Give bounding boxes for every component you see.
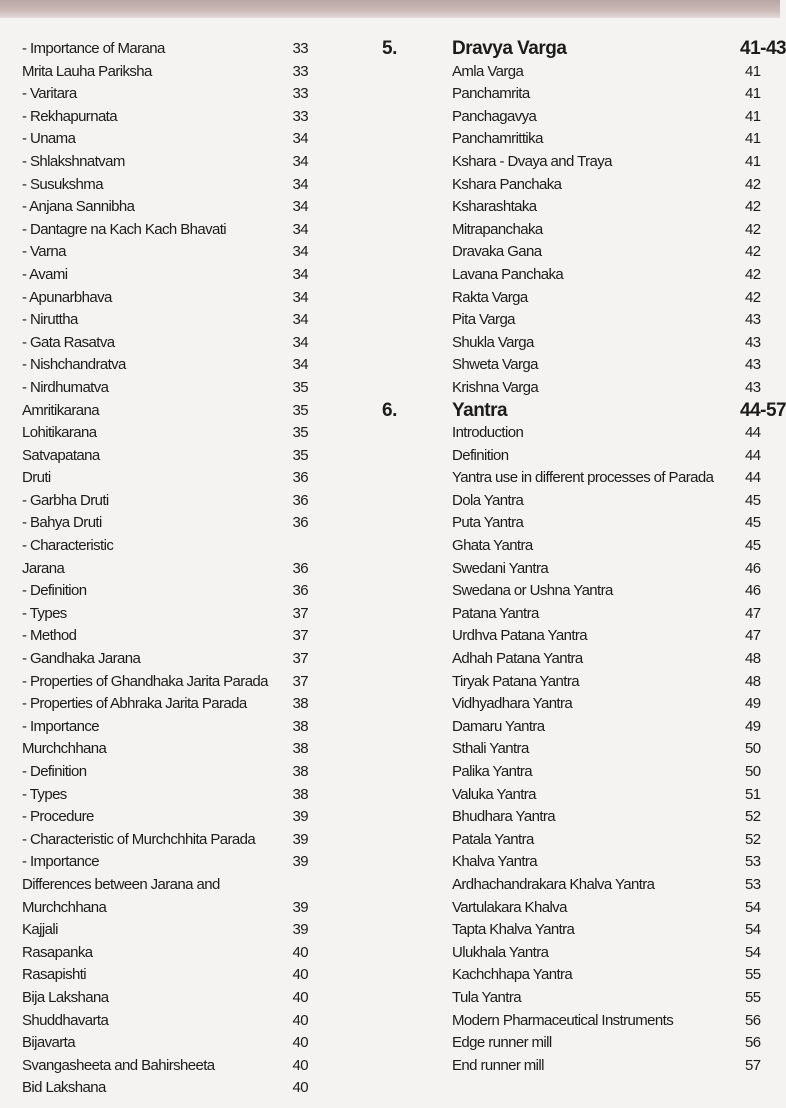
entry-title: Vartulakara Khalva [452,898,567,916]
entry-page: 41 [745,62,761,80]
toc-entry [378,512,768,535]
entry-page: 47 [745,627,761,645]
entry-title: Tapta Khalva Yantra [452,921,575,939]
entry-title: - Varitara [22,85,77,103]
entry-title: Tula Yantra [452,988,522,1006]
toc-entry [378,784,768,807]
entry-title: - Nishchandratva [22,356,126,374]
entry-page: 43 [745,311,761,329]
toc-entry [22,919,312,942]
section-heading [378,399,786,423]
toc-entry [22,287,312,310]
toc-entry [378,1010,768,1033]
entry-page: 51 [745,785,761,803]
toc-entry [22,851,312,874]
entry-page: 38 [292,763,308,780]
toc-entry [22,535,312,558]
toc-entry [378,490,768,513]
entry-title: - Garbha Druti [22,491,109,509]
toc-entry [22,83,312,106]
entry-page: 40 [292,1079,308,1097]
entry-page: 34 [292,175,308,193]
entry-title: - Characteristic [22,537,114,555]
entry-page: 41 [745,152,761,170]
entry-page: 44-57 [740,399,786,421]
entry-title: Amla Varga [452,62,524,80]
entry-page: 39 [292,830,308,848]
entry-title: - Importance [22,853,99,871]
entry-title: Dravya Varga [452,38,567,59]
entry-page: 42 [745,288,761,306]
toc-entry [22,738,312,761]
entry-title: Dola Yantra [452,491,524,509]
toc-entry [378,309,768,332]
entry-page: 53 [745,875,761,893]
toc-entry [22,38,312,61]
entry-title: Murchchhana [22,898,107,916]
toc-entry [22,874,312,897]
toc-entry [378,377,768,400]
entry-page: 39 [292,808,308,826]
entry-title: - Types [22,604,67,622]
entry-page: 37 [292,672,308,690]
entry-page: 37 [292,604,308,622]
toc-entry [378,716,768,739]
entry-page: 50 [745,740,761,758]
entry-page: 36 [292,469,308,487]
entry-page: 42 [745,175,761,193]
toc-entry [378,964,768,987]
entry-page: 56 [745,1034,761,1052]
entry-page: 34 [292,333,308,351]
entry-title: Ulukhala Yantra [452,943,549,961]
entry-title: Bija Lakshana [22,988,109,1006]
toc-entry [378,445,768,468]
entry-title: Lavana Panchaka [452,265,564,283]
entry-title: - Definition [22,582,87,600]
entry-title: - Procedure [22,808,94,826]
entry-title: Murchchhana [22,740,107,758]
entry-title: Ksharashtaka [452,198,537,216]
entry-page: 36 [292,582,308,600]
entry-page: 52 [745,808,761,826]
toc-entry [378,219,768,242]
entry-title: - Method [22,627,77,645]
toc-entry [22,61,312,84]
entry-page: 40 [292,1011,308,1029]
entry-title: Palika Yantra [452,763,533,780]
toc-entry [378,851,768,874]
entry-page: 57 [745,1056,761,1074]
toc-entry [378,919,768,942]
toc-entry [378,287,768,310]
toc-entry [22,174,312,197]
entry-page: 34 [292,198,308,216]
entry-title: Kachchhapa Yantra [452,966,573,984]
entry-title: Kajjali [22,921,58,939]
entry-page: 34 [292,311,308,329]
toc-entry [22,128,312,151]
entry-page: 35 [292,378,308,396]
entry-page: 42 [745,243,761,261]
entry-page: 48 [745,672,761,690]
entry-title: Yantra use in different processes of Parada [452,469,714,487]
toc-entry [22,264,312,287]
entry-page: 41 [745,130,761,148]
toc-entry [22,558,312,581]
toc-entry [22,716,312,739]
toc-entry [378,987,768,1010]
toc-entry [22,490,312,513]
entry-title: Modern Pharmaceutical Instruments [452,1011,674,1029]
entry-title: Pita Varga [452,311,515,329]
entry-title: Puta Yantra [452,514,524,532]
toc-entry [378,1055,768,1078]
entry-title: - Properties of Abhraka Jarita Parada [22,695,247,713]
entry-title: Patana Yantra [452,604,539,622]
entry-title: Rakta Varga [452,288,528,306]
toc-entry [22,987,312,1010]
entry-title: - Varna [22,243,66,261]
entry-title: Lohitikarana [22,424,97,442]
toc-entry [378,467,768,490]
entry-title: Rasapanka [22,943,93,961]
entry-page: 40 [292,1034,308,1052]
entry-title: Panchamrita [452,85,530,103]
entry-page: 54 [745,898,761,916]
entry-page: 50 [745,763,761,780]
entry-page: 34 [292,130,308,148]
toc-entry [22,625,312,648]
entry-page: 34 [292,288,308,306]
entry-page: 54 [745,921,761,939]
toc-entry [378,83,768,106]
entry-title: Sthali Yantra [452,740,529,758]
entry-title: - Apunarbhava [22,288,112,306]
toc-entry [378,332,768,355]
entry-page: 45 [745,491,761,509]
toc-entry [22,897,312,920]
entry-page: 35 [292,446,308,464]
entry-title: - Characteristic of Murchchhita Parada [22,830,256,848]
entry-page: 42 [745,220,761,238]
entry-page: 36 [292,491,308,509]
entry-page: 47 [745,604,761,622]
toc-entry [22,309,312,332]
entry-page: 35 [292,401,308,419]
entry-title: - Gata Rasatva [22,333,115,351]
toc-entry [378,128,768,151]
toc-entry [378,422,768,445]
toc-entry [378,625,768,648]
entry-page: 33 [292,107,308,125]
toc-entry [22,806,312,829]
entry-page: 46 [745,582,761,600]
entry-page: 44 [745,469,761,487]
toc-entry [378,354,768,377]
entry-page: 44 [745,446,761,464]
entry-title: Vidhyadhara Yantra [452,695,573,713]
toc-entry [22,422,312,445]
entry-page: 40 [292,988,308,1006]
toc-entry [22,377,312,400]
entry-title: Panchagavya [452,107,537,125]
entry-page: 40 [292,966,308,984]
entry-page: 33 [292,85,308,103]
entry-page: 38 [292,695,308,713]
entry-page: 40 [292,943,308,961]
toc-entry [378,806,768,829]
entry-page: 37 [292,650,308,668]
toc-entry [378,897,768,920]
toc-entry [22,332,312,355]
entry-title: Mrita Lauha Pariksha [22,62,152,80]
entry-title: Yantra [452,399,508,421]
entry-title: Shuddhavarta [22,1011,109,1029]
entry-title: Definition [452,446,509,464]
entry-page: 41 [745,85,761,103]
entry-page: 48 [745,650,761,668]
toc-entry [378,174,768,197]
entry-title: Urdhva Patana Yantra [452,627,588,645]
toc-entry [22,1055,312,1078]
entry-page: 33 [292,62,308,80]
entry-title: Khalva Yantra [452,853,538,871]
entry-title: - Properties of Ghandhaka Jarita Parada [22,672,268,690]
entry-page: 41 [745,107,761,125]
entry-title: Swedana or Ushna Yantra [452,582,613,600]
entry-page: 52 [745,830,761,848]
toc-entry [378,196,768,219]
toc-entry [22,671,312,694]
entry-title: - Avami [22,265,68,283]
entry-title: Dravaka Gana [452,243,542,261]
entry-page: 42 [745,265,761,283]
toc-entry [378,241,768,264]
toc-right-column [378,38,786,1077]
entry-page: 53 [745,853,761,871]
toc-entry [378,1032,768,1055]
toc-entry [22,1010,312,1033]
entry-title: Ghata Yantra [452,537,533,555]
entry-title: - Importance [22,717,99,735]
entry-title: - Rekhapurnata [22,107,117,125]
toc-entry [22,603,312,626]
toc-entry [22,354,312,377]
entry-title: Druti [22,469,51,487]
toc-entry [22,1077,312,1100]
toc-entry [378,264,768,287]
entry-page: 34 [292,356,308,374]
entry-page: 46 [745,559,761,577]
entry-page: 44 [745,424,761,442]
toc-entry [378,580,768,603]
entry-page: 41-43 [740,38,786,59]
entry-page: 55 [745,988,761,1006]
entry-page: 49 [745,717,761,735]
entry-title: Patala Yantra [452,830,534,848]
entry-page: 43 [745,333,761,351]
entry-page: 43 [745,356,761,374]
entry-page: 37 [292,627,308,645]
entry-page: 38 [292,717,308,735]
entry-page: 35 [292,424,308,442]
toc-entry [22,512,312,535]
page-top-band [0,0,780,18]
entry-page: 56 [745,1011,761,1029]
entry-title: Shukla Varga [452,333,534,351]
entry-page: 42 [745,198,761,216]
entry-title: Adhah Patana Yantra [452,650,583,668]
entry-page: 33 [292,40,308,57]
entry-title: - Bahya Druti [22,514,102,532]
entry-title: Bid Lakshana [22,1079,106,1097]
toc-entry [22,580,312,603]
entry-title: Kshara - Dvaya and Traya [452,152,612,170]
entry-page: 34 [292,220,308,238]
entry-title: - Unama [22,130,76,148]
entry-title: - Dantagre na Kach Kach Bhavati [22,220,227,238]
entry-title: - Importance of Marana [22,40,165,57]
toc-entry [22,648,312,671]
entry-page: 45 [745,537,761,555]
entry-page: 36 [292,559,308,577]
entry-title: Rasapishti [22,966,87,984]
entry-title: Damaru Yantra [452,717,545,735]
toc-entry [378,535,768,558]
toc-entry [378,61,768,84]
toc-entry [378,603,768,626]
entry-title: - Niruttha [22,311,78,329]
entry-title: Bijavarta [22,1034,75,1052]
entry-title: Satvapatana [22,446,100,464]
entry-title: Bhudhara Yantra [452,808,556,826]
entry-title: Introduction [452,424,524,442]
entry-page: 34 [292,152,308,170]
toc-entry [22,1032,312,1055]
toc-entry [378,648,768,671]
entry-title: Tiryak Patana Yantra [452,672,579,690]
toc-entry [22,467,312,490]
entry-title: Kshara Panchaka [452,175,562,193]
entry-title: - Anjana Sannibha [22,198,135,216]
entry-title: Krishna Varga [452,378,539,396]
entry-page: 38 [292,740,308,758]
entry-page: 54 [745,943,761,961]
entry-title: Panchamrittika [452,130,543,148]
entry-page: 39 [292,853,308,871]
entry-title: - Types [22,785,67,803]
entry-title: Mitrapanchaka [452,220,543,238]
entry-page: 34 [292,243,308,261]
entry-page: 49 [745,695,761,713]
toc-entry [378,942,768,965]
entry-title: Valuka Yantra [452,785,536,803]
toc-entry [378,106,768,129]
toc-entry [378,693,768,716]
entry-title: End runner mill [452,1056,544,1074]
toc-entry [22,693,312,716]
toc-entry [22,241,312,264]
entry-title: Ardhachandrakara Khalva Yantra [452,875,655,893]
toc-entry [378,761,768,784]
entry-page: 34 [292,265,308,283]
section-number: 6. [382,399,397,421]
entry-page: 55 [745,966,761,984]
toc-entry [378,829,768,852]
entry-title: Edge runner mill [452,1034,552,1052]
toc-entry [22,219,312,242]
entry-title: - Shlakshnatvam [22,152,125,170]
toc-entry [22,106,312,129]
entry-page: 40 [292,1056,308,1074]
toc-entry [378,738,768,761]
toc-entry [22,400,312,423]
toc-entry [22,196,312,219]
entry-page: 38 [292,785,308,803]
toc-entry [22,445,312,468]
toc-entry [22,784,312,807]
entry-page: 39 [292,898,308,916]
entry-page: 45 [745,514,761,532]
toc-entry [22,761,312,784]
toc-entry [378,151,768,174]
toc-entry [22,964,312,987]
entry-page: 43 [745,378,761,396]
toc-entry [378,874,768,897]
entry-title: Jarana [22,559,65,577]
entry-title: - Gandhaka Jarana [22,650,141,668]
entry-title: - Nirdhumatva [22,378,109,396]
entry-title: Svangasheeta and Bahirsheeta [22,1056,215,1074]
section-number: 5. [382,38,397,59]
entry-page: 39 [292,921,308,939]
entry-page: 36 [292,514,308,532]
toc-entry [22,942,312,965]
toc-entry [378,671,768,694]
entry-title: Swedani Yantra [452,559,549,577]
entry-title: Amritikarana [22,401,99,419]
toc-entry [378,558,768,581]
entry-title: Shweta Varga [452,356,538,374]
toc-left-column [22,38,312,1100]
entry-title: - Definition [22,763,87,780]
entry-title: - Susukshma [22,175,103,193]
toc-entry [22,829,312,852]
entry-title: Differences between Jarana and [22,875,220,893]
section-heading [378,38,786,61]
toc-entry [22,151,312,174]
